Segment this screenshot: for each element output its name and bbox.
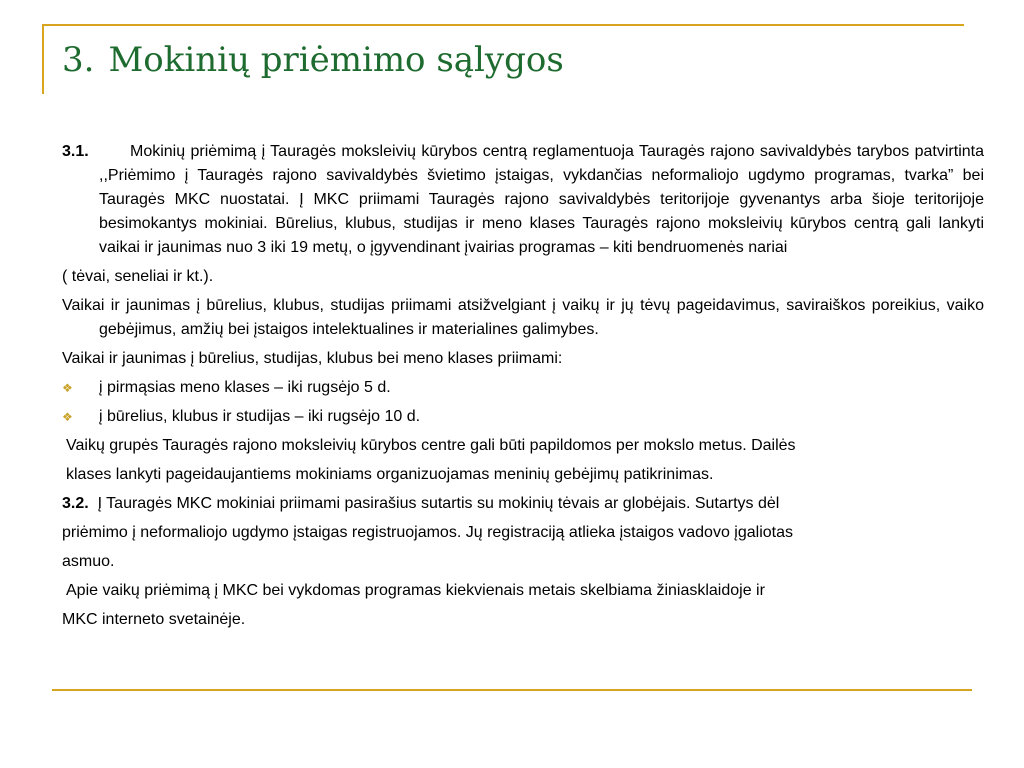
section-3-1-continuation: ( tėvai, seneliai ir kt.). — [62, 268, 214, 285]
paragraph-groups-line-1: Vaikų grupės Tauragės rajono moksleivių kūrybos centre gali būti papildomos per mokslo metus. Dailės — [66, 437, 796, 454]
section-3-2-line-1 — [62, 492, 984, 516]
section-3-2-label: 3.2. — [62, 495, 89, 512]
section-3-1-text: Mokinių priėmimą į Tauragės moksleivių kūrybos centrą reglamentuoja Tauragės rajono savivaldybės tarybos patvirtinta ,,Priėmimo į Tauragės rajono savivaldybės švietimo įstaigas, vykdančias neformaliojo ugdymo programas, tvarka” bei Tauragės MKC nuostatai. Į MKC priimami Tauragės rajono savivaldybės teritorijoje gyvenantys arba šioje teritorijoje besimokantys mokiniai. Būrelius, klubus, studijas ir meno klases Tauragės rajono moksleivių kūrybos centrą gali lankyti vaikai ir jaunimas nuo 3 iki 19 metų, o įgyvendinant įvairias programas – kiti bendruomenės nariai — [99, 143, 984, 256]
paragraph-groups-line-2: klases lankyti pageidaujantiems mokiniams organizuojamas meninių gebėjimų patikrinimas. — [66, 466, 714, 483]
left-divider — [42, 24, 44, 94]
paragraph-media-line-2: MKC interneto svetainėje. — [62, 611, 246, 628]
title-text: Mokinių priėmimo sąlygos — [108, 40, 564, 80]
top-divider — [42, 24, 964, 26]
diamond-bullet-icon: ❖ — [62, 410, 73, 424]
list-item — [62, 376, 984, 400]
paragraph-admission-dates: Vaikai ir jaunimas į būrelius, studijas, klubus bei meno klases priimami: — [62, 350, 563, 367]
title-number: 3. — [62, 40, 95, 80]
section-3-1 — [62, 140, 984, 260]
paragraph-media-line-1: Apie vaikų priėmimą į MKC bei vykdomas programas kiekvienais metais skelbiama žiniasklaidoje ir — [66, 582, 765, 599]
section-3-2-line-2: priėmimo į neformaliojo ugdymo įstaigas registruojamos. Jų registraciją atlieka įstaigos vadovo įgaliotas — [62, 524, 793, 541]
bottom-divider — [52, 689, 972, 691]
section-3-2-text: Į Tauragės MKC mokiniai priimami pasirašius sutartis su mokinių tėvais ar globėjais. Sutartys dėl — [97, 495, 780, 512]
paragraph-acceptance: Vaikai ir jaunimas į būrelius, klubus, studijas priimami atsižvelgiant į vaikų ir jų tėvų pageidavimus, saviraiškos poreikius, vaiko gebėjimus, amžių bei įstaigos intelektualines ir materialines galimybes. — [62, 297, 984, 338]
list-item-text: į pirmąsias meno klases – iki rugsėjo 5 d. — [99, 379, 391, 396]
slide-body — [62, 140, 984, 637]
list-item-text: į būrelius, klubus ir studijas – iki rugsėjo 10 d. — [99, 408, 421, 425]
section-3-2-line-3: asmuo. — [62, 553, 115, 570]
list-item — [62, 405, 984, 429]
slide-title — [62, 40, 564, 80]
diamond-bullet-icon: ❖ — [62, 381, 73, 395]
section-3-1-label: 3.1. — [62, 143, 89, 160]
